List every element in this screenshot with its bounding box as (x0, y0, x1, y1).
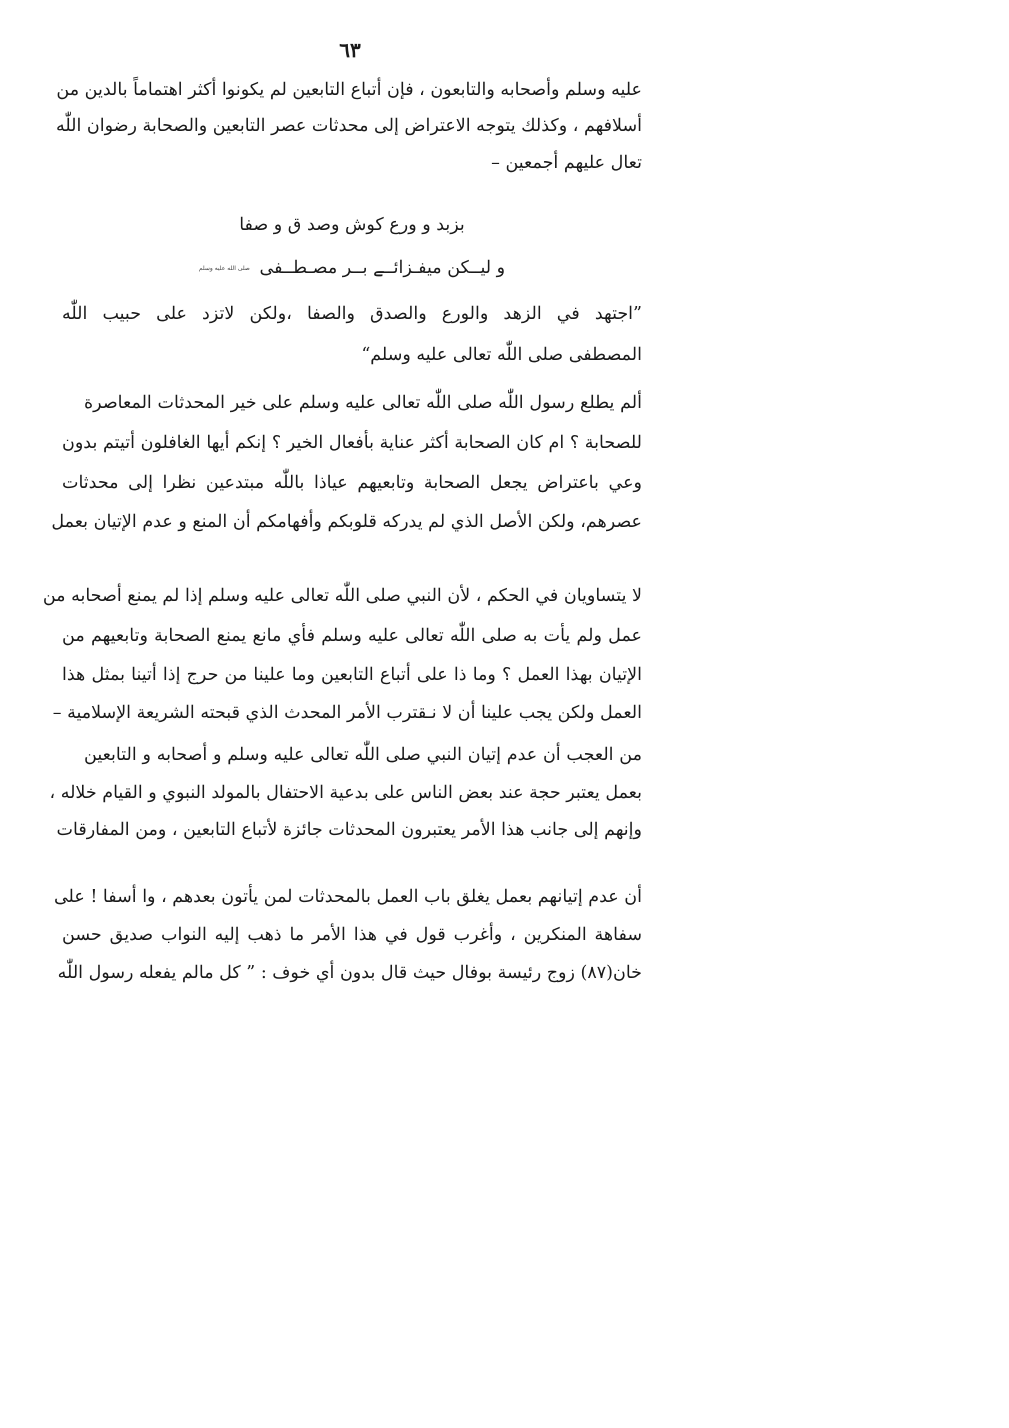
text-line: من العجب أن عدم إتيان النبي صلى اللّٰه تعالى عليه وسلم و أصحابه و التابعين (84, 745, 642, 765)
verse-line-text: و ليــكن ميفـزائــے بــر مصـطــفى (259, 258, 506, 278)
text-line: المصطفى صلى اللّٰه تعالى عليه وسلم“ (361, 345, 642, 365)
text-line: ألم يطلع رسول اللّٰه صلى اللّٰه تعالى عليه وسلم على خير المحدثات المعاصرة (84, 393, 642, 413)
text-line: أن عدم إتيانهم بعمل يغلق باب العمل بالمحدثات لمن يأتون بعدهم ، وا أسفا ! على (53, 887, 642, 907)
verse-line: بزبد و ورع كوش وصد ق و صفا (239, 215, 465, 235)
text-line: أسلافهم ، وكذلك يتوجه الاعتراض إلى محدثات عصر التابعين والصحابة رضوان اللّٰه (55, 116, 642, 136)
text-line: العمل ولكن يجب علينا أن لا نـقترب الأمر المحدث الذي قبحته الشريعة الإسلامية – (52, 703, 642, 723)
text-line: خان(٨٧) زوج رئيسة بوفال حيث قال بدون أي خوف : ” كل مالم يفعله رسول اللّٰه (57, 963, 642, 983)
text-line: وإنهم إلى جانب هذا الأمر يعتبرون المحدثات جائزة لأتباع التابعين ، ومن المفارقات (56, 820, 642, 840)
text-line: للصحابة ؟ ام كان الصحابة أكثر عناية بأفعال الخير ؟ إنكم أيها الغافلون أتيتم بدون (62, 433, 642, 453)
text-line: عليه وسلم وأصحابه والتابعون ، فإن أتباع التابعين لم يكونوا أكثر اهتماماً بالدين من (56, 80, 642, 100)
page-number: ٦٣ (339, 38, 361, 62)
text-line: لا يتساويان في الحكم ، لأن النبي صلى اللّٰه تعالى عليه وسلم إذا لم يمنع أصحابه من (42, 586, 642, 606)
text-line: تعال عليهم أجمعين – (491, 153, 642, 173)
text-line: عصرهم، ولكن الأصل الذي لم يدركه قلوبكم وأفهامكم أن المنع و عدم الإتيان بعمل (51, 512, 642, 532)
verse-line (62, 250, 642, 286)
text-line: الإتيان بهذا العمل ؟ وما ذا على أتباع التابعين وما علينا من حرج إذا أتينا بمثل هذا (62, 665, 642, 685)
text-line: ”اجتهد في الزهد والورع والصدق والصفا ،ولكن لاتزد على حبيب اللّٰه (62, 304, 642, 324)
text-line: عمل ولم يأت به صلى اللّٰه تعالى عليه وسلم فأي مانع يمنع الصحابة وتابعيهم من (62, 626, 642, 646)
text-line: وعي باعتراض يجعل الصحابة وتابعيهم عياذا باللّٰه مبتدعين نظرا إلى محدثات (62, 473, 642, 493)
text-line: بعمل يعتبر حجة عند بعض الناس على بدعية الاحتفال بالمولد النبوي و القيام خلاله ، (49, 783, 642, 803)
honorific-mark: صلى الله عليه وسلم (198, 264, 250, 272)
text-line: سفاهة المنكرين ، وأغرب قول في هذا الأمر ما ذهب إليه النواب صديق حسن (62, 925, 642, 945)
